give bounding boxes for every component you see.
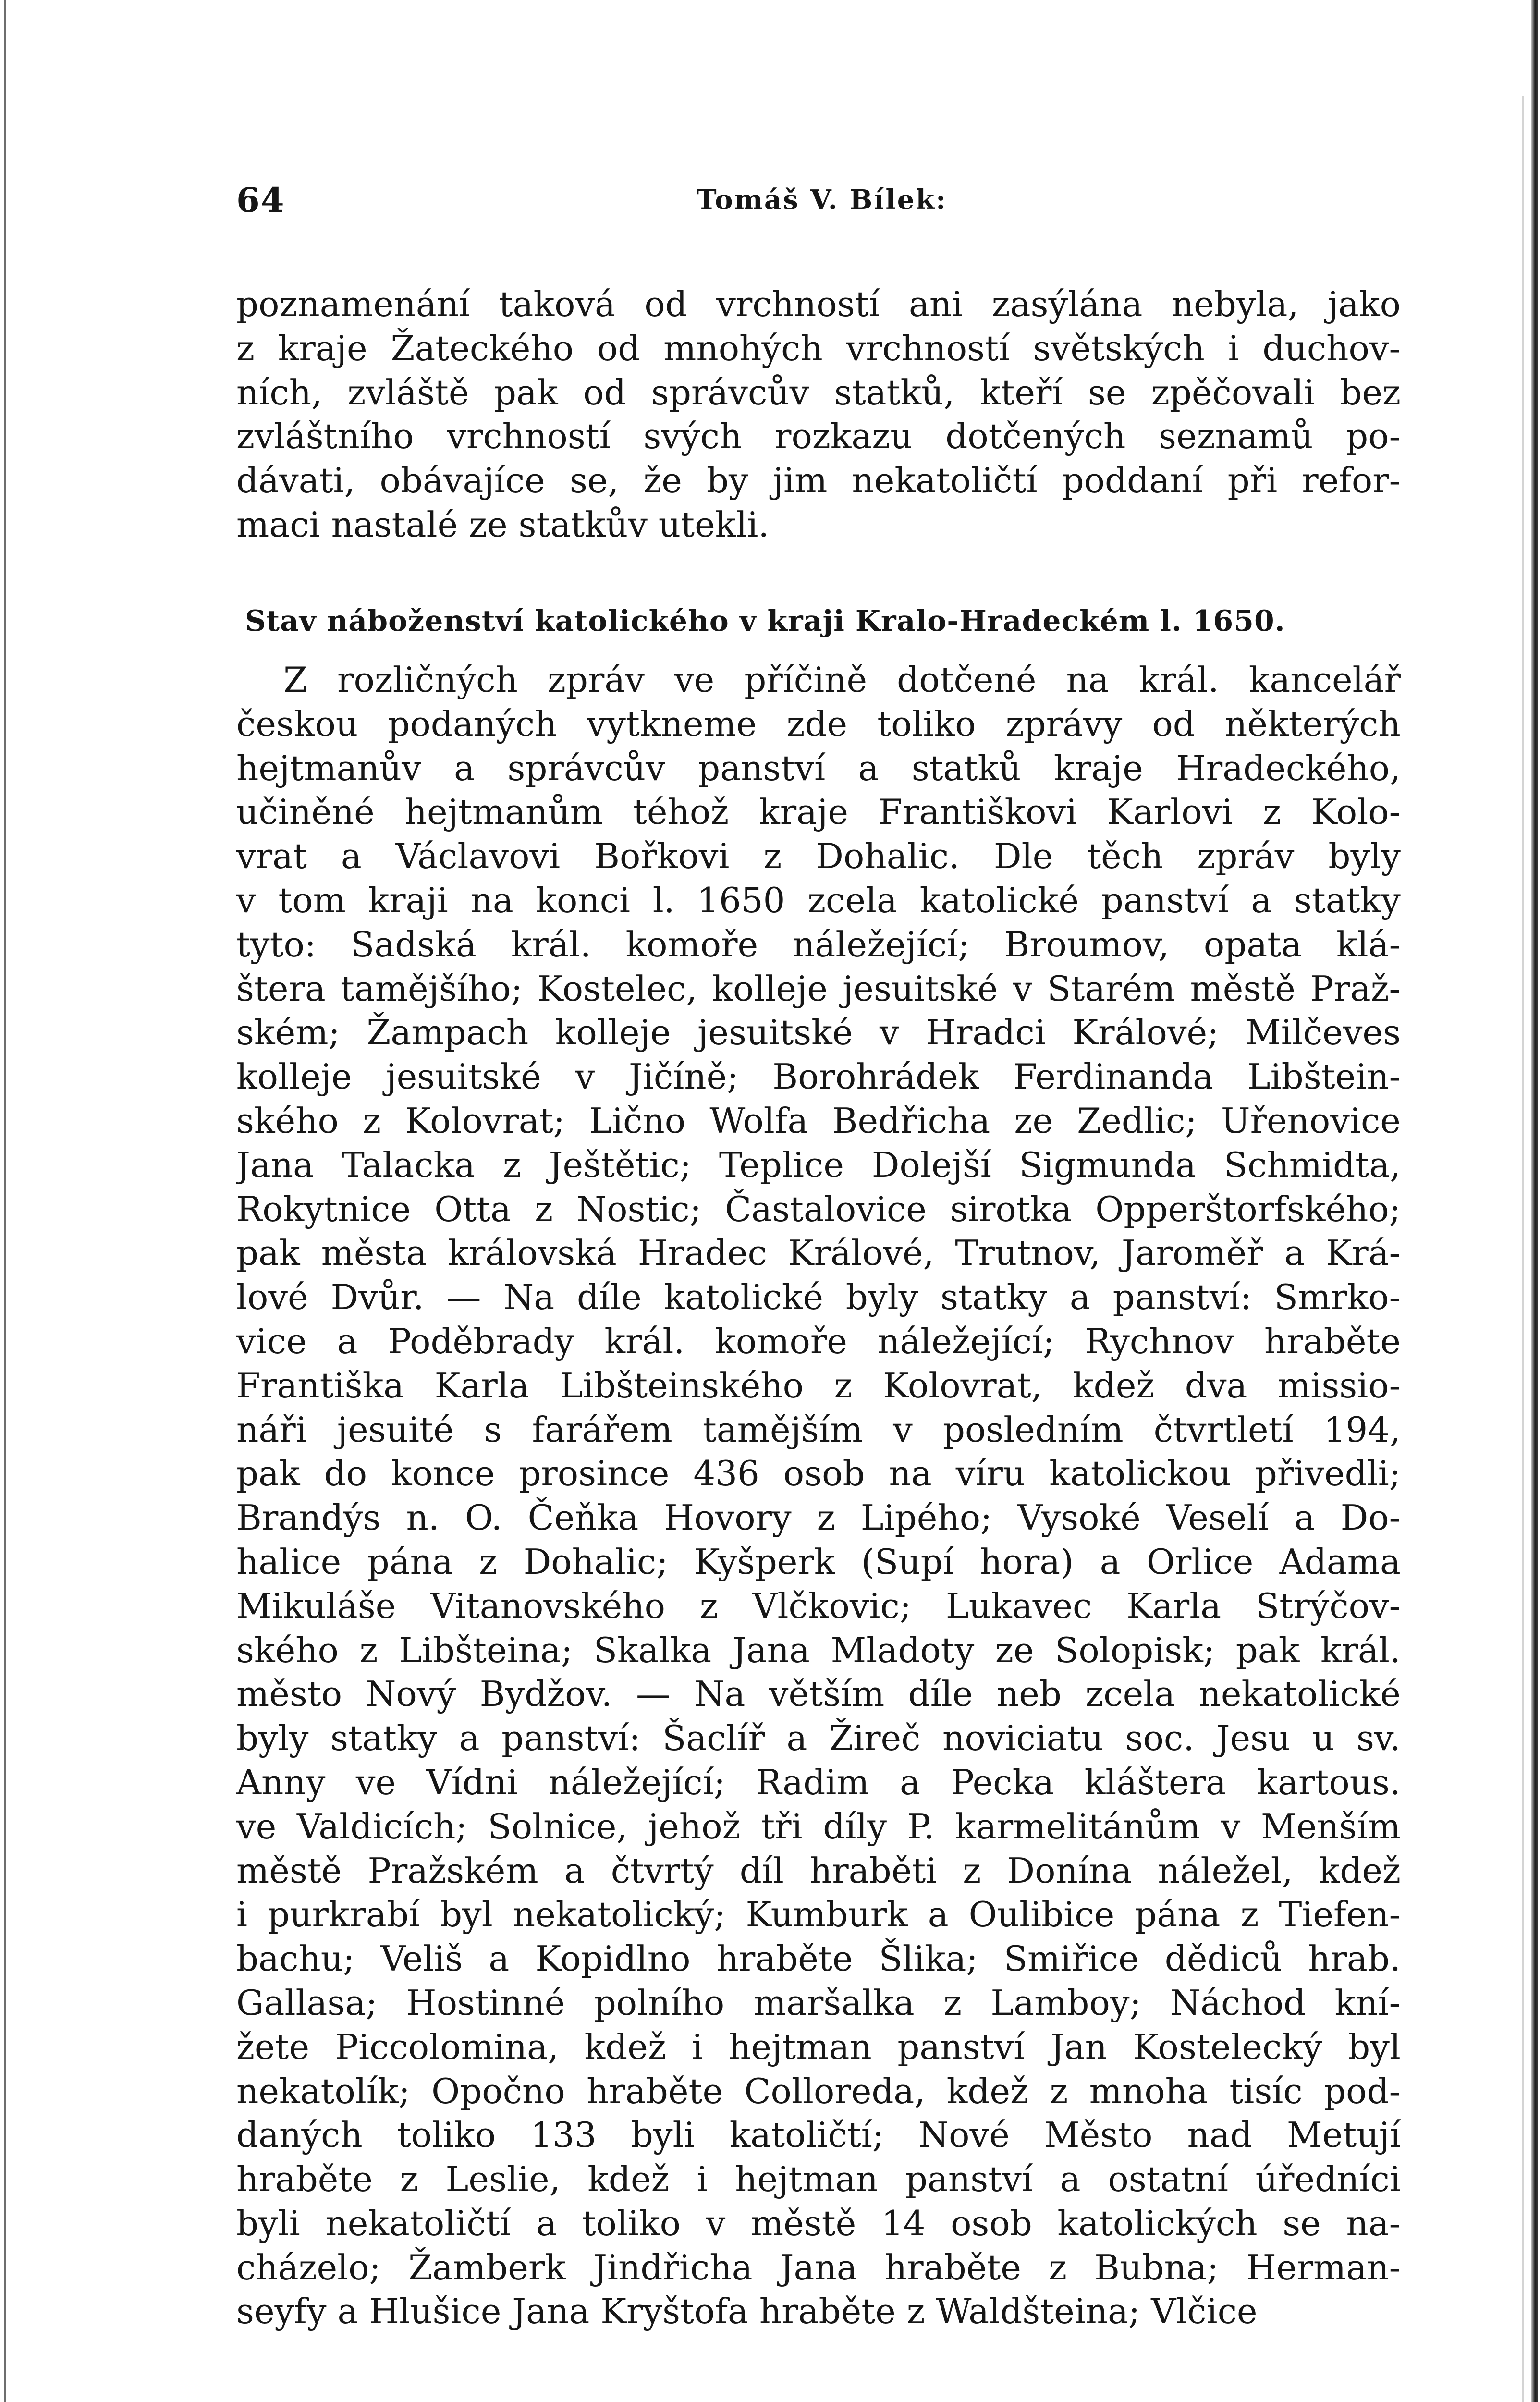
text-line: štera tamějšího; Kostelec, kolleje jesuitské v Starém městě Praž- [236, 968, 1401, 1009]
text-line: Gallasa; Hostinné polního maršalka z Lamboy; Náchod kní- [236, 1982, 1401, 2023]
text-line: město Nový Bydžov. — Na větším díle neb zcela nekatolické [236, 1674, 1401, 1715]
text-line: ského z Libšteina; Skalka Jana Mladoty ze Solopisk; pak král. [236, 1630, 1401, 1670]
text-line: náři jesuité s farářem tamějším v posledním čtvrtletí 194, [236, 1409, 1401, 1450]
text-line: v tom kraji na konci l. 1650 zcela katolické panství a statky [236, 880, 1401, 920]
text-line: cházelo; Žamberk Jindřicha Jana hraběte z Bubna; Herman- [236, 2247, 1401, 2288]
text-line: byli nekatoličtí a toliko v městě 14 osob katolických se na- [236, 2203, 1401, 2243]
text-line: seyfy a Hlušice Jana Kryštofa hraběte z Waldšteina; Vlčice [236, 2291, 1258, 2332]
text-line: pak města královská Hradec Králové, Trutnov, Jaroměř a Krá- [236, 1233, 1401, 1274]
text-line: učiněné hejtmanům téhož kraje Františkovi Karlovi z Kolo- [236, 792, 1401, 833]
text-line: halice pána z Dohalic; Kyšperk (Supí hora) a Orlice Adama [236, 1541, 1401, 1582]
text-line: lové Dvůr. — Na díle katolické byly statky a panství: Smrko- [236, 1277, 1401, 1318]
page-edge-shadow [1522, 96, 1524, 2402]
text-line: ve Valdicích; Solnice, jehož tři díly P. karmelitánům v Menším [236, 1806, 1401, 1847]
page-number: 64 [236, 180, 285, 220]
text-line: pak do konce prosince 436 osob na víru katolickou přivedli; [236, 1453, 1401, 1494]
text-line: kolleje jesuitské v Jičíně; Borohrádek Ferdinanda Libštein- [236, 1056, 1401, 1097]
text-line: zvláštního vrchností svých rozkazu dotčených seznamů po- [236, 416, 1401, 457]
text-line: hejtmanův a správcův panství a statků kraje Hradeckého, [236, 748, 1401, 788]
text-line: nekatolík; Opočno hraběte Colloreda, kdež z mnoha tisíc pod- [236, 2071, 1401, 2111]
text-line: daných toliko 133 byli katoličtí; Nové Město nad Metují [236, 2115, 1401, 2156]
text-line: Z rozličných zpráv ve příčině dotčené na král. kancelář [283, 660, 1401, 700]
text-line: Františka Karla Libšteinského z Kolovrat, kdež dva missio- [236, 1365, 1401, 1406]
text-line: hraběte z Leslie, kdež i hejtman panství a ostatní úředníci [236, 2159, 1401, 2200]
text-line: bachu; Veliš a Kopidlno hraběte Šlika; Smiřice dědiců hrab. [236, 1938, 1401, 1979]
page-header [236, 180, 1389, 233]
text-line: českou podaných vytkneme zde toliko zprávy od některých [236, 703, 1401, 744]
text-line: vice a Poděbrady král. komoře náležející; Rychnov hraběte [236, 1321, 1401, 1361]
page-edge-right [1531, 0, 1538, 2402]
text-line: byly statky a panství: Šaclíř a Žireč noviciatu soc. Jesu u sv. [236, 1718, 1401, 1759]
text-line: Anny ve Vídni náležející; Radim a Pecka kláštera kartous. [236, 1762, 1401, 1802]
text-line: dávati, obávajíce se, že by jim nekatoličtí poddaní při refor- [236, 460, 1401, 501]
text-line: městě Pražském a čtvrtý díl hraběti z Donína náležel, kdež [236, 1850, 1401, 1891]
text-line: vrat a Václavovi Bořkovi z Dohalic. Dle těch zpráv byly [236, 836, 1401, 877]
text-line: Mikuláše Vitanovského z Vlčkovic; Lukavec Karla Strýčov- [236, 1585, 1401, 1626]
text-line: Jana Talacka z Ještětic; Teplice Dolejší Sigmunda Schmidta, [236, 1144, 1401, 1185]
text-line: i purkrabí byl nekatolický; Kumburk a Oulibice pána z Tiefen- [236, 1894, 1401, 1935]
text-line: maci nastalé ze statkův utekli. [236, 504, 770, 545]
text-line: ském; Žampach kolleje jesuitské v Hradci Králové; Milčeves [236, 1012, 1401, 1053]
text-line: tyto: Sadská král. komoře náležející; Broumov, opata klá- [236, 924, 1401, 965]
text-line: z kraje Žateckého od mnohých vrchností světských i duchov- [236, 328, 1401, 368]
section-heading: Stav náboženství katolického v kraji Kralo-Hradeckém l. 1650. [245, 604, 1285, 638]
text-line: Rokytnice Otta z Nostic; Častalovice sirotka Opperštorfského; [236, 1189, 1401, 1229]
text-line: ních, zvláště pak od správcův statků, kteří se zpěčovali bez [236, 372, 1401, 413]
text-line: žete Piccolomina, kdež i hejtman panství Jan Kostelecký byl [236, 2026, 1401, 2067]
paragraph-main [236, 658, 1401, 2334]
text-line: ského z Kolovrat; Lično Wolfa Bedřicha ze Zedlic; Uřenovice [236, 1100, 1401, 1141]
running-head: Tomáš V. Bílek: [697, 184, 947, 216]
text-line: Brandýs n. O. Čeňka Hovory z Lipého; Vysoké Veselí a Do- [236, 1497, 1401, 1538]
page-edge-left [4, 0, 6, 2402]
text-line: poznamenání taková od vrchností ani zasýlána nebyla, jako [236, 284, 1401, 324]
paragraph-top [236, 282, 1401, 547]
